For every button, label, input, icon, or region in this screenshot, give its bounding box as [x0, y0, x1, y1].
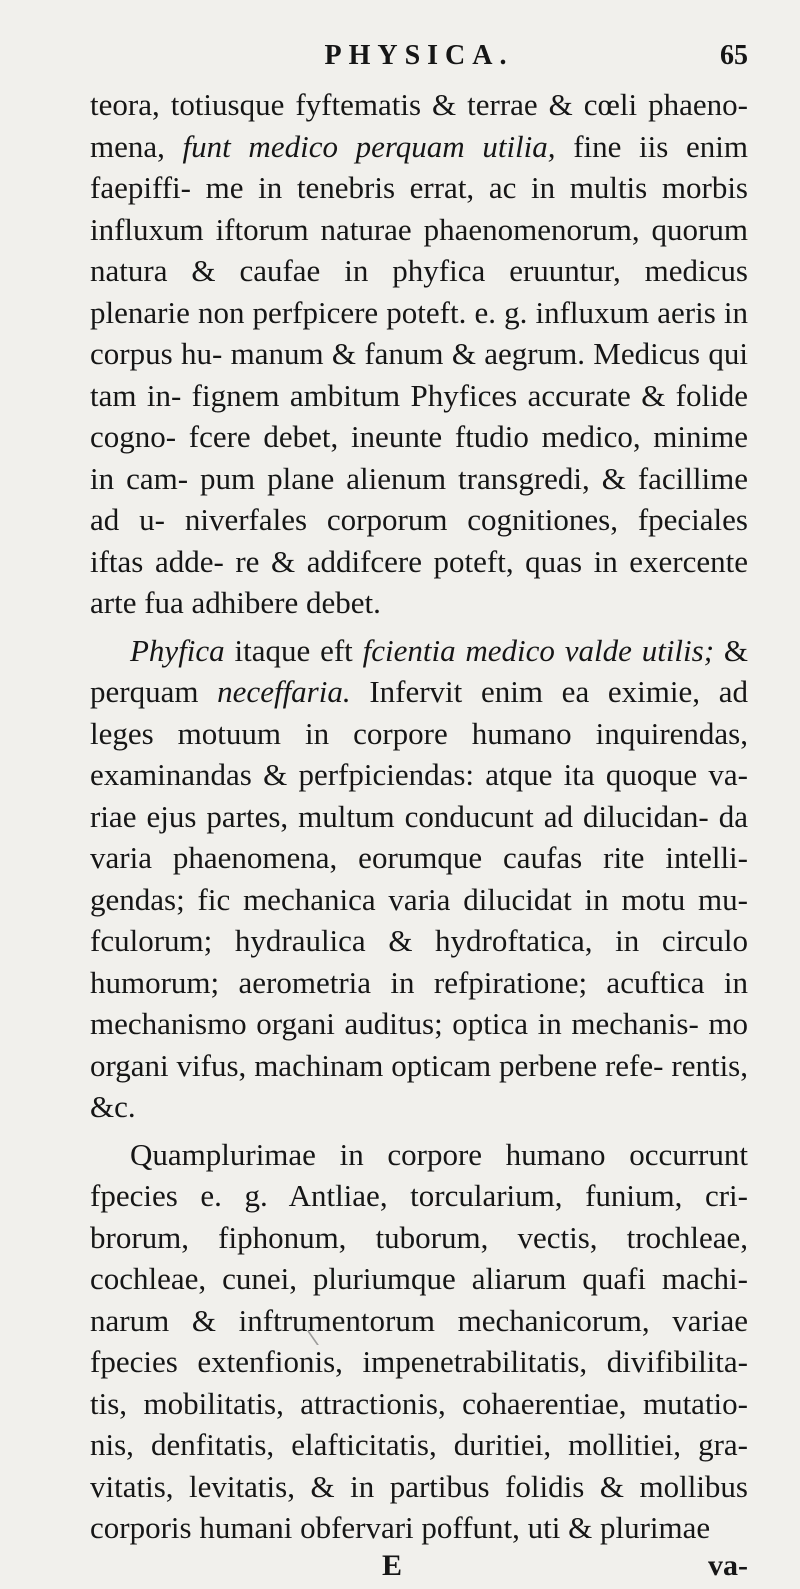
running-head [90, 40, 748, 84]
text-segment: Quamplurimae in corpore humano occurrunt fpecies e. g. Antliae, torcularium, funium, cri- brorum, fiphonum, tuborum, vectis, trochleae, cochleae, cunei, pluriumque aliarum quafi machi- narum & inftrumentorum mechanicorum, variae fpecies extenfionis, impenetrabilitatis, divifibilita- tis, mobilitatis, attractionis, cohaerentiae, mutatio- nis, denfitatis, elafticitatis, duritiei, mollitiei, gra- vitatis, levitatis, & in partibus folidis & mollibus corporis humani obfervari poffunt, uti & plurimae [90, 1136, 748, 1545]
paragraph [90, 84, 748, 624]
signature-mark: E [382, 1548, 403, 1582]
italic-text-segment: funt medico perquam utilia, [182, 128, 556, 164]
text-segment: fine iis enim faepiffi- me in tenebris errat, ac in multis morbis influxum iftorum naturae phaenomenorum, quorum natura & caufae in phyfica eruuntur, medicus plenarie non perfpicere poteft. e. g. influxum aeris in corpus hu- manum & fanum & aegrum. Medicus qui tam in- fignem ambitum Phyfices accurate & folide cogno- fcere debet, ineunte ftudio medico, minime in cam- pum plane alienum transgredi, & facillime ad u- niverfales corporum cognitiones, fpeciales iftas adde- re & addifcere poteft, quas in exercente arte fua adhibere debet. [90, 128, 748, 620]
text-segment: teora, totiusque fyftematis & terrae & cœli phaeno- mena, [90, 87, 748, 164]
text-segment: Infervit enim ea eximie, ad leges motuum in corpore humano inquirendas, examinandas & perfpiciendas: atque ita quoque va- riae ejus partes, multum conducunt ad dilucidan- da varia phaenomena, eorumque caufas rite intelli- gendas; fic mechanica varia dilucidat in motu mu- fculorum; hydraulica & hydroftatica, in circulo humorum; aerometria in refpiratione; acuftica in mechanismo organi auditus; optica in mechanis- mo organi vifus, machinam opticam perbene refe- rentis, &c. [90, 674, 748, 1124]
italic-text-segment: neceffaria. [217, 674, 351, 709]
italic-text-segment: fcientia medico valde utilis; [362, 632, 715, 668]
body-text [90, 84, 748, 1549]
text-segment: itaque eft [224, 632, 363, 668]
page-number: 65 [720, 40, 748, 71]
page-footer [90, 1549, 748, 1589]
paragraph [90, 1134, 748, 1549]
text-segment: & perquam [90, 632, 748, 709]
running-title: PHYSICA. [324, 40, 514, 71]
catchword: va- [708, 1548, 748, 1582]
italic-text-segment: Phyfica [130, 632, 225, 668]
paragraph [90, 630, 748, 1128]
